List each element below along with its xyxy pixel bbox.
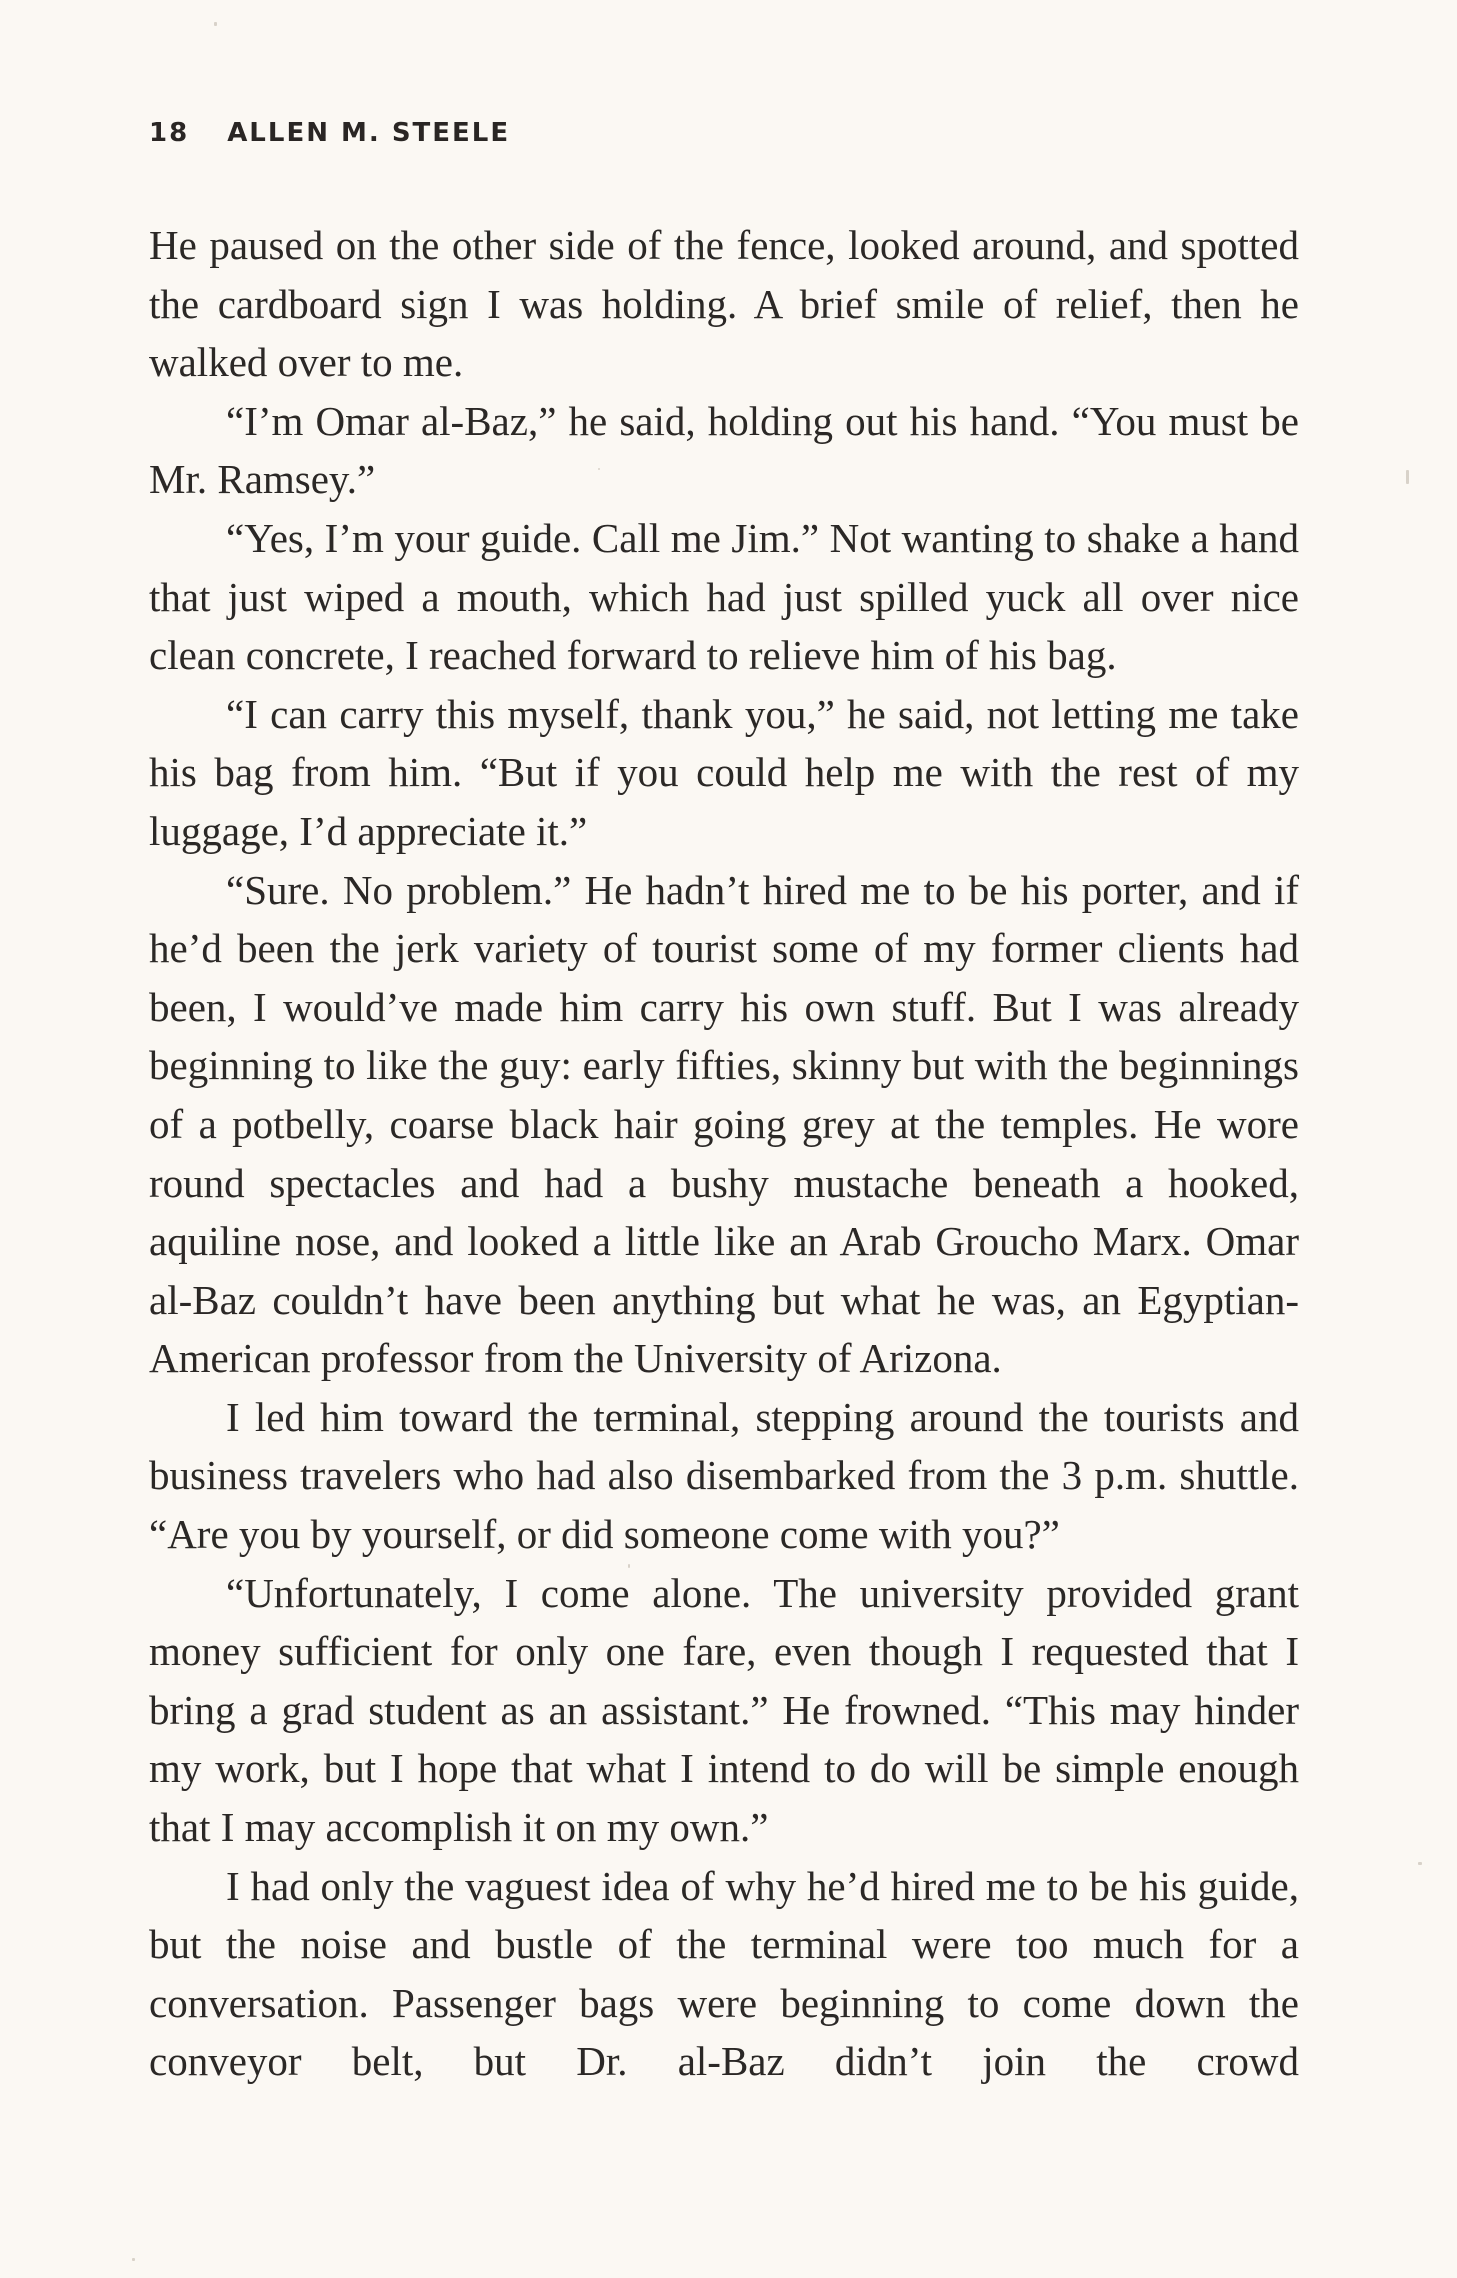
paragraph: I had only the vaguest idea of why he’d hired me to be his guide, but the noise and bustle of the terminal were too much for a conversation. Passenger bags were beginning to come down the conveyor belt, but Dr. al-Baz didn’t join the crowd bbox=[149, 1862, 1299, 2085]
paragraph: “Yes, I’m your guide. Call me Jim.” Not wanting to shake a hand that just wiped a mouth, which had just spilled yuck all over nice clean concrete, I reached forward to relieve him of his bag. bbox=[149, 514, 1299, 679]
paragraph: “I’m Omar al-Baz,” he said, holding out his hand. “You must be Mr. Ramsey.” bbox=[149, 397, 1299, 503]
paper-speck bbox=[132, 2258, 135, 2261]
paragraph: “Sure. No problem.” He hadn’t hired me to be his porter, and if he’d been the jerk variety of tourist some of my former clients had been, I would’ve made him carry his own stuff. But I was already beginning to like the guy: early fifties, skinny but with the beginnings of a potbelly, coarse black hair going grey at the temples. He wore round spectacles and had a bushy mustache beneath a hooked, aquiline nose, and looked a little like an Arab Groucho Marx. Omar al-Baz couldn’t have been anything but what he was, an Egyptian-American professor from the University of Arizona. bbox=[149, 866, 1299, 1382]
paper-speck bbox=[214, 22, 217, 26]
page-number: 18 bbox=[149, 118, 190, 148]
author-name: ALLEN M. STEELE bbox=[227, 118, 511, 148]
paper-speck bbox=[598, 468, 600, 470]
paper-speck bbox=[628, 1564, 630, 1568]
paragraph: I led him toward the terminal, stepping around the tourists and business travelers who had also disembarked from the 3 p.m. shuttle. “Are you by yourself, or did someone come with you?” bbox=[149, 1393, 1299, 1558]
paper-speck bbox=[1406, 470, 1409, 484]
paragraph: “Unfortunately, I come alone. The university provided grant money sufficient for only one fare, even though I requested that I bring a grad student as an assistant.” He frowned. “This may hinder my work, but I hope that what I intend to do will be simple enough that I may accomplish it on my own.” bbox=[149, 1569, 1299, 1851]
running-head bbox=[149, 118, 510, 148]
body-text bbox=[149, 216, 1299, 2091]
paper-speck bbox=[1418, 1862, 1422, 1865]
paragraph: He paused on the other side of the fence, looked around, and spotted the cardboard sign I was holding. A brief smile of relief, then he walked over to me. bbox=[149, 222, 1299, 386]
paragraph: “I can carry this myself, thank you,” he said, not letting me take his bag from him. “But if you could help me with the rest of my luggage, I’d appreciate it.” bbox=[149, 690, 1299, 854]
